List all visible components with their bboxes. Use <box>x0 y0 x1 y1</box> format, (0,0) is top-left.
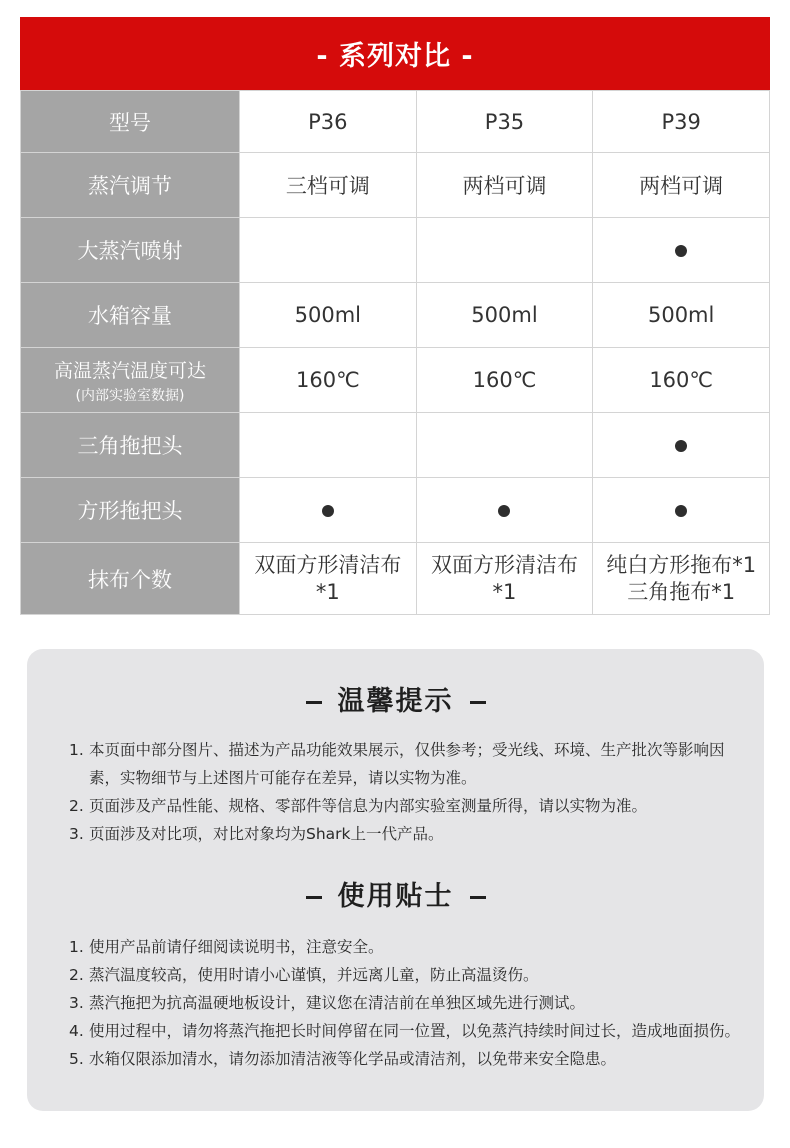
cell-value: 160℃ <box>416 348 593 413</box>
cell-value: 500ml <box>416 283 593 348</box>
list-item <box>27 961 764 989</box>
cell-value <box>240 413 417 478</box>
cell-value: 两档可调 <box>416 153 593 218</box>
item-number: 1. <box>69 741 84 759</box>
cell-value <box>240 543 417 615</box>
cell-value <box>416 413 593 478</box>
table-row <box>21 413 770 478</box>
cell-line: 纯白方形拖布*1 <box>606 552 757 577</box>
cell-value: 500ml <box>240 283 417 348</box>
check-dot-icon <box>498 505 510 517</box>
row-label: 三角拖把头 <box>21 413 240 478</box>
list-item <box>27 933 764 961</box>
cell-line: 三角拖布*1 <box>627 579 736 604</box>
comparison-table <box>20 90 770 615</box>
cell-value: P35 <box>416 91 593 153</box>
dash-left <box>306 701 322 704</box>
list-item <box>27 792 764 820</box>
cell-line: *1 <box>492 579 517 604</box>
check-dot-icon <box>675 440 687 452</box>
item-text: 使用过程中，请勿将蒸汽拖把长时间停留在同一位置，以免蒸汽持续时间过长，造成地面损伤。 <box>89 1022 741 1040</box>
cell-value: 160℃ <box>593 348 770 413</box>
row-label: 大蒸汽喷射 <box>21 218 240 283</box>
cell-value <box>240 218 417 283</box>
dash-right <box>470 896 486 899</box>
table-row <box>21 153 770 218</box>
row-label: 型号 <box>21 91 240 153</box>
cell-value: 两档可调 <box>593 153 770 218</box>
cell-value <box>416 218 593 283</box>
cell-value: 三档可调 <box>240 153 417 218</box>
cell-value <box>416 478 593 543</box>
row-label: 水箱容量 <box>21 283 240 348</box>
cell-value <box>240 478 417 543</box>
row-label: 抹布个数 <box>21 543 240 615</box>
item-number: 3. <box>69 994 84 1012</box>
item-text: 本页面中部分图片、描述为产品功能效果展示，仅供参考；受光线、环境、生产批次等影响因素，实物细节与上述图片可能存在差异，请以实物为准。 <box>89 741 725 787</box>
table-row <box>21 91 770 153</box>
cell-value <box>593 543 770 615</box>
cell-line: *1 <box>315 579 340 604</box>
usage-title: 使用贴士 <box>337 881 454 912</box>
cell-value: P36 <box>240 91 417 153</box>
table-row <box>21 283 770 348</box>
tips-title: 温馨提示 <box>337 686 454 717</box>
cell-line: 双面方形清洁布 <box>430 552 578 577</box>
cell-value <box>593 413 770 478</box>
cell-value <box>593 218 770 283</box>
row-label: 蒸汽调节 <box>21 153 240 218</box>
item-text: 蒸汽拖把为抗高温硬地板设计，建议您在清洁前在单独区域先进行测试。 <box>89 994 586 1012</box>
cell-value: P39 <box>593 91 770 153</box>
table-row <box>21 218 770 283</box>
item-number: 1. <box>69 938 84 956</box>
usage-list <box>27 933 764 1073</box>
cell-value: 500ml <box>593 283 770 348</box>
list-item <box>27 1017 764 1045</box>
check-dot-icon <box>675 245 687 257</box>
tips-list <box>27 736 764 848</box>
comparison-title: - 系列对比 - <box>20 17 770 90</box>
cell-value: 160℃ <box>240 348 417 413</box>
item-text: 水箱仅限添加清水，请勿添加清洁液等化学品或清洁剂，以免带来安全隐患。 <box>89 1050 617 1068</box>
list-item <box>27 736 764 792</box>
usage-heading <box>27 874 764 913</box>
check-dot-icon <box>322 505 334 517</box>
item-text: 蒸汽温度较高，使用时请小心谨慎，并远离儿童，防止高温烫伤。 <box>89 966 539 984</box>
item-number: 3. <box>69 825 84 843</box>
dash-right <box>470 701 486 704</box>
row-label-text: 高温蒸汽温度可达 <box>53 359 206 382</box>
check-dot-icon <box>675 505 687 517</box>
item-number: 5. <box>69 1050 84 1068</box>
table-row <box>21 348 770 413</box>
cell-value <box>416 543 593 615</box>
notice-panel <box>27 649 764 1111</box>
item-number: 2. <box>69 966 84 984</box>
item-text: 页面涉及产品性能、规格、零部件等信息为内部实验室测量所得，请以实物为准。 <box>89 797 648 815</box>
cell-value <box>593 478 770 543</box>
table-row <box>21 543 770 615</box>
item-text: 页面涉及对比项，对比对象均为Shark上一代产品。 <box>89 825 444 843</box>
dash-left <box>306 896 322 899</box>
list-item <box>27 820 764 848</box>
row-label <box>21 348 240 413</box>
row-sublabel: (内部实验室数据) <box>75 387 185 404</box>
item-number: 4. <box>69 1022 84 1040</box>
cell-line: 双面方形清洁布 <box>254 552 402 577</box>
item-text: 使用产品前请仔细阅读说明书，注意安全。 <box>89 938 384 956</box>
list-item <box>27 989 764 1017</box>
comparison-section <box>20 17 770 615</box>
row-label: 方形拖把头 <box>21 478 240 543</box>
list-item <box>27 1045 764 1073</box>
tips-heading <box>27 679 764 718</box>
table-row <box>21 478 770 543</box>
item-number: 2. <box>69 797 84 815</box>
